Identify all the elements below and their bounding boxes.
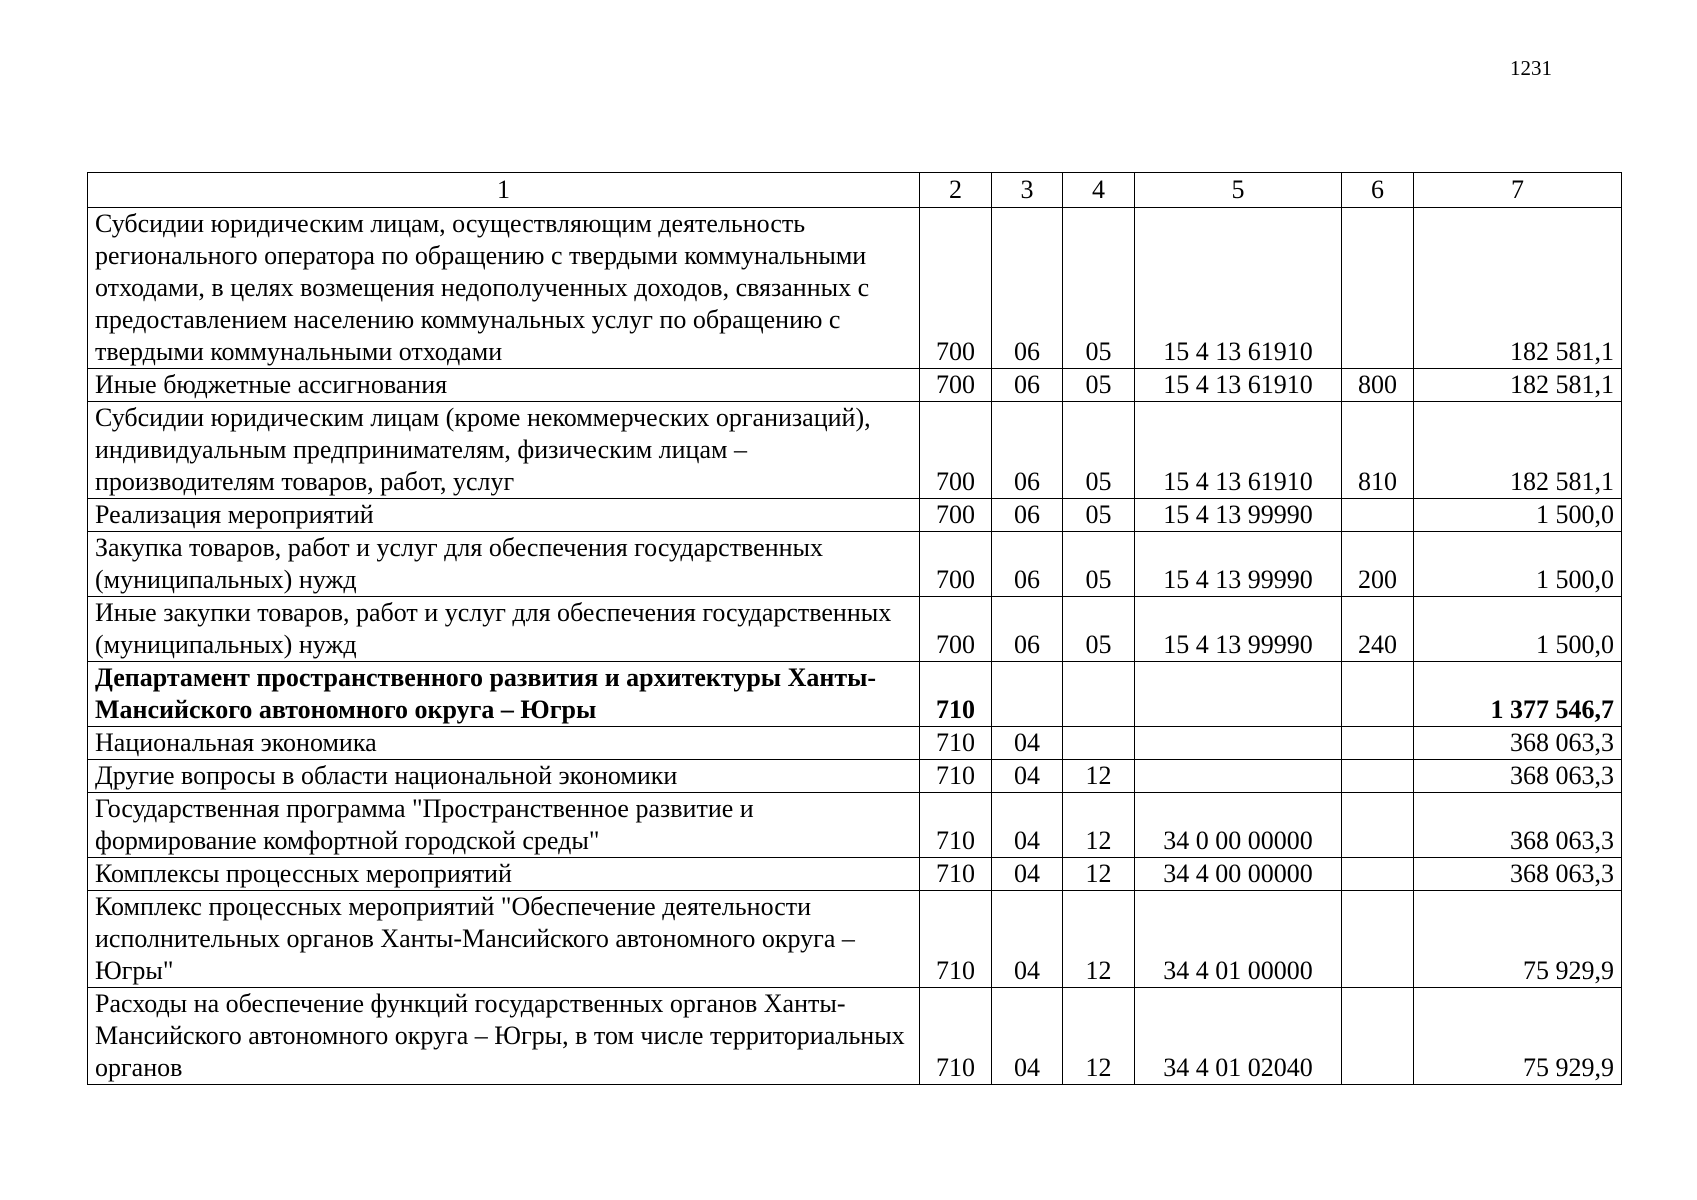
row-name-cell: Государственная программа "Пространственное развитие и формирование комфортной городской среды"	[88, 793, 920, 858]
table-row	[88, 727, 1622, 760]
row-section-cell: 06	[992, 532, 1063, 597]
row-subsection-cell	[1063, 662, 1135, 727]
row-section-cell: 04	[992, 760, 1063, 793]
page-number: 1231	[1510, 56, 1552, 80]
row-amount-cell: 1 500,0	[1414, 532, 1622, 597]
row-target-article-cell: 15 4 13 61910	[1135, 402, 1342, 499]
table-row	[88, 793, 1622, 858]
row-subsection-cell: 12	[1063, 988, 1135, 1085]
table-row	[88, 662, 1622, 727]
row-name-cell: Реализация мероприятий	[88, 499, 920, 532]
row-subsection-cell: 05	[1063, 208, 1135, 369]
row-expense-type-cell: 810	[1342, 402, 1414, 499]
column-header: 6	[1342, 173, 1414, 208]
row-name-cell: Закупка товаров, работ и услуг для обеспечения государственных (муниципальных) нужд	[88, 532, 920, 597]
row-code-cell: 700	[920, 402, 992, 499]
row-code-cell: 700	[920, 597, 992, 662]
budget-table	[87, 172, 1622, 1085]
row-code-cell: 710	[920, 793, 992, 858]
row-name-cell: Расходы на обеспечение функций государственных органов Ханты-Мансийского автономного округа – Югры, в том числе территориальных органов	[88, 988, 920, 1085]
row-target-article-cell: 15 4 13 61910	[1135, 369, 1342, 402]
row-code-cell: 710	[920, 891, 992, 988]
row-expense-type-cell	[1342, 858, 1414, 891]
row-code-cell: 710	[920, 858, 992, 891]
row-subsection-cell: 12	[1063, 760, 1135, 793]
row-name-cell: Иные бюджетные ассигнования	[88, 369, 920, 402]
row-amount-cell: 182 581,1	[1414, 402, 1622, 499]
row-section-cell: 04	[992, 891, 1063, 988]
row-target-article-cell: 34 4 01 02040	[1135, 988, 1342, 1085]
row-amount-cell: 368 063,3	[1414, 858, 1622, 891]
header-row	[88, 173, 1622, 208]
row-expense-type-cell: 800	[1342, 369, 1414, 402]
row-amount-cell: 368 063,3	[1414, 793, 1622, 858]
row-subsection-cell: 05	[1063, 402, 1135, 499]
row-target-article-cell: 15 4 13 61910	[1135, 208, 1342, 369]
row-expense-type-cell	[1342, 760, 1414, 793]
row-expense-type-cell: 240	[1342, 597, 1414, 662]
table-row	[88, 891, 1622, 988]
row-target-article-cell: 15 4 13 99990	[1135, 597, 1342, 662]
row-expense-type-cell	[1342, 793, 1414, 858]
row-code-cell: 710	[920, 727, 992, 760]
row-expense-type-cell	[1342, 208, 1414, 369]
row-code-cell: 700	[920, 208, 992, 369]
row-expense-type-cell	[1342, 662, 1414, 727]
row-expense-type-cell	[1342, 727, 1414, 760]
row-name-cell: Субсидии юридическим лицам, осуществляющим деятельность регионального оператора по обращению с твердыми коммунальными отходами, в целях возмещения недополученных доходов, связанных с предоставлением населению коммунальных услуг по обращению с твердыми коммунальными отходами	[88, 208, 920, 369]
row-name-cell: Комплексы процессных мероприятий	[88, 858, 920, 891]
row-section-cell: 04	[992, 988, 1063, 1085]
table-row	[88, 369, 1622, 402]
row-name-cell: Другие вопросы в области национальной экономики	[88, 760, 920, 793]
row-target-article-cell	[1135, 662, 1342, 727]
row-target-article-cell: 34 0 00 00000	[1135, 793, 1342, 858]
row-subsection-cell: 12	[1063, 891, 1135, 988]
row-name-cell: Иные закупки товаров, работ и услуг для обеспечения государственных (муниципальных) нужд	[88, 597, 920, 662]
row-target-article-cell: 15 4 13 99990	[1135, 532, 1342, 597]
row-section-cell: 04	[992, 727, 1063, 760]
row-subsection-cell: 05	[1063, 532, 1135, 597]
row-section-cell: 04	[992, 793, 1063, 858]
table-row	[88, 208, 1622, 369]
row-subsection-cell: 05	[1063, 499, 1135, 532]
row-target-article-cell	[1135, 727, 1342, 760]
row-subsection-cell: 05	[1063, 597, 1135, 662]
row-code-cell: 700	[920, 532, 992, 597]
row-amount-cell: 1 500,0	[1414, 597, 1622, 662]
row-amount-cell: 368 063,3	[1414, 727, 1622, 760]
row-target-article-cell	[1135, 760, 1342, 793]
row-section-cell: 06	[992, 499, 1063, 532]
column-header: 4	[1063, 173, 1135, 208]
table-row	[88, 499, 1622, 532]
row-target-article-cell: 15 4 13 99990	[1135, 499, 1342, 532]
row-code-cell: 700	[920, 369, 992, 402]
row-subsection-cell: 12	[1063, 858, 1135, 891]
column-header: 7	[1414, 173, 1622, 208]
column-header: 2	[920, 173, 992, 208]
table-row	[88, 597, 1622, 662]
row-subsection-cell: 05	[1063, 369, 1135, 402]
row-amount-cell: 75 929,9	[1414, 891, 1622, 988]
row-section-cell: 06	[992, 402, 1063, 499]
row-amount-cell: 1 377 546,7	[1414, 662, 1622, 727]
row-name-cell: Субсидии юридическим лицам (кроме некоммерческих организаций), индивидуальным предпринимателям, физическим лицам – производителям товаров, работ, услуг	[88, 402, 920, 499]
row-code-cell: 710	[920, 760, 992, 793]
row-code-cell: 710	[920, 988, 992, 1085]
column-header: 3	[992, 173, 1063, 208]
row-target-article-cell: 34 4 01 00000	[1135, 891, 1342, 988]
table-row	[88, 858, 1622, 891]
row-code-cell: 710	[920, 662, 992, 727]
table-row	[88, 760, 1622, 793]
row-name-cell: Департамент пространственного развития и архитектуры Ханты-Мансийского автономного округа – Югры	[88, 662, 920, 727]
row-code-cell: 700	[920, 499, 992, 532]
row-amount-cell: 75 929,9	[1414, 988, 1622, 1085]
row-section-cell: 06	[992, 597, 1063, 662]
row-section-cell: 04	[992, 858, 1063, 891]
table-row	[88, 532, 1622, 597]
row-subsection-cell	[1063, 727, 1135, 760]
row-amount-cell: 368 063,3	[1414, 760, 1622, 793]
row-target-article-cell: 34 4 00 00000	[1135, 858, 1342, 891]
row-section-cell: 06	[992, 208, 1063, 369]
row-expense-type-cell	[1342, 499, 1414, 532]
row-name-cell: Комплекс процессных мероприятий "Обеспечение деятельности исполнительных органов Ханты-Мансийского автономного округа – Югры"	[88, 891, 920, 988]
table-row	[88, 988, 1622, 1085]
row-name-cell: Национальная экономика	[88, 727, 920, 760]
row-amount-cell: 182 581,1	[1414, 369, 1622, 402]
row-expense-type-cell	[1342, 988, 1414, 1085]
row-amount-cell: 182 581,1	[1414, 208, 1622, 369]
row-amount-cell: 1 500,0	[1414, 499, 1622, 532]
row-subsection-cell: 12	[1063, 793, 1135, 858]
column-header: 1	[88, 173, 920, 208]
row-section-cell	[992, 662, 1063, 727]
row-expense-type-cell	[1342, 891, 1414, 988]
column-header: 5	[1135, 173, 1342, 208]
table-row	[88, 402, 1622, 499]
row-expense-type-cell: 200	[1342, 532, 1414, 597]
row-section-cell: 06	[992, 369, 1063, 402]
